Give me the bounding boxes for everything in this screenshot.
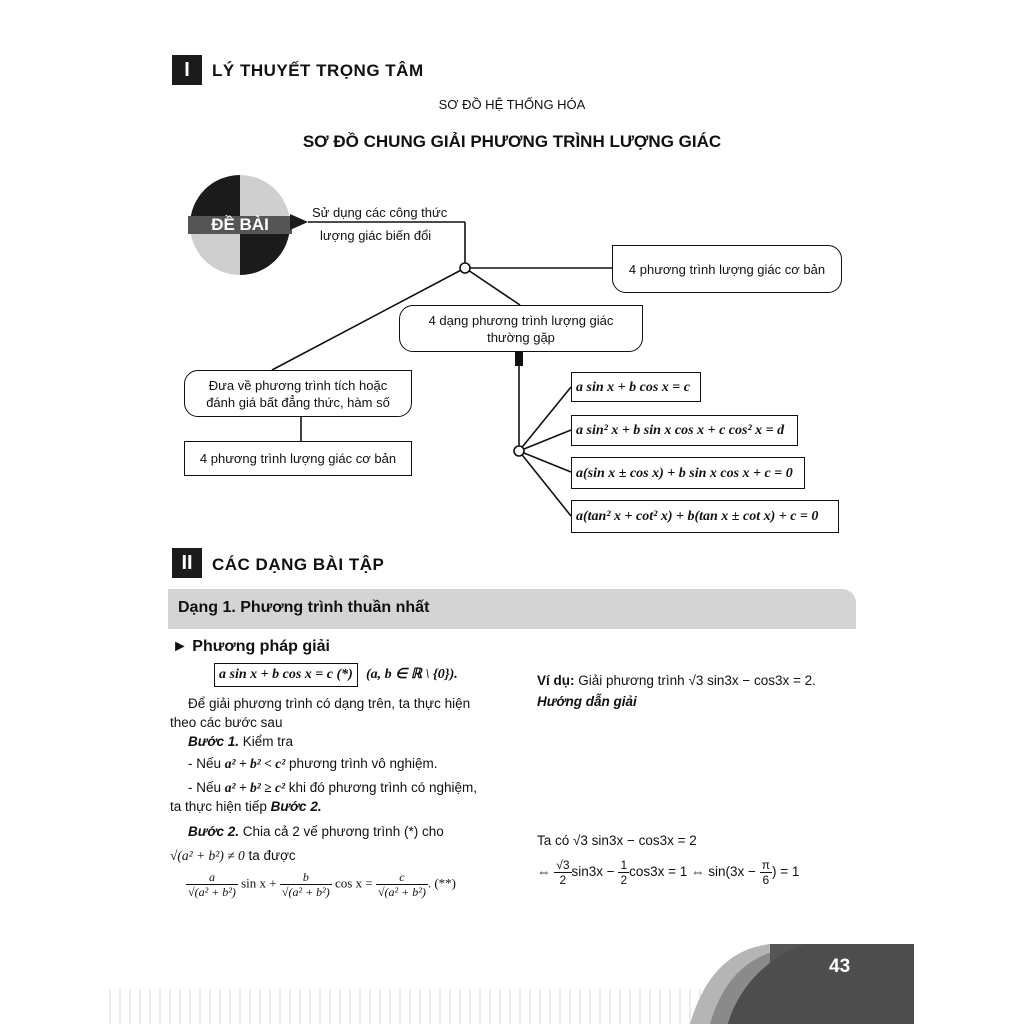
form-2: a sin² x + b sin x cos x + c cos² x = d — [576, 423, 785, 438]
case2-continue: ta thực hiện tiếp — [170, 799, 271, 814]
dang1-title: Dạng 1. Phương trình thuần nhất — [178, 599, 430, 616]
start-label: ĐỀ BÀI — [211, 215, 269, 234]
reduce-line1: Đưa về phương trình tích hoặc — [208, 377, 388, 393]
case1-text: phương trình vô nghiệm. — [285, 756, 438, 771]
step2-text: Chia cả 2 vế phương trình (*) cho — [238, 824, 444, 839]
step2-condition: √(a² + b²) ≠ 0 — [170, 848, 245, 863]
diagram-subtitle: SƠ ĐỒ HỆ THỐNG HÓA — [438, 97, 586, 112]
guide-label: Hướng dẫn giải — [537, 694, 637, 709]
solution-mid2: cos3x = 1 ⇔ sin(3x − — [629, 864, 760, 880]
basic-equations-label: 4 phương trình lượng giác cơ bản — [628, 261, 826, 277]
frac1-num: √3 — [556, 858, 570, 872]
common-forms-line1: 4 dạng phương trình lượng giác — [428, 312, 614, 328]
section-number-badge: I — [172, 55, 202, 85]
eq-frac-b-den: √(a² + b²) — [281, 885, 330, 899]
case2-step-ref: Bước 2. — [270, 799, 322, 814]
solution-end: ) = 1 — [771, 864, 800, 880]
frac1-den: 2 — [559, 873, 567, 887]
step2-label: Bước 2. — [188, 824, 239, 839]
diagram-title: SƠ ĐỒ CHUNG GIẢI PHƯƠNG TRÌNH LƯỢNG GIÁC — [302, 132, 722, 151]
step1-text: Kiểm tra — [238, 734, 293, 749]
method-formula: a sin x + b cos x = c (*) — [219, 667, 353, 682]
basic-equations-label: 4 phương trình lượng giác cơ bản — [199, 451, 397, 466]
method-domain: (a, b ∈ ℝ \ {0}). — [366, 667, 458, 682]
eq-frac-c-num: c — [376, 870, 428, 885]
eq-frac-c-den: √(a² + b²) — [377, 885, 426, 899]
intro-line2: theo các bước sau — [170, 715, 283, 730]
eq-tag: . (**) — [427, 875, 456, 891]
eq-frac-a-den: √(a² + b²) — [188, 885, 236, 899]
method-heading: ► Phương pháp giải — [172, 638, 330, 655]
intro-line1: Để giải phương trình có dạng trên, ta thực hiện — [188, 696, 471, 711]
step1-line2: lượng giác biến đổi — [320, 228, 432, 243]
form-1: a sin x + b cos x = c — [576, 379, 690, 395]
form-4: a(tan² x + cot² x) + b(tan x ± cot x) + c = 0 — [576, 509, 819, 524]
eq-cos-term: cos x = — [331, 875, 376, 891]
section-title: LÝ THUYẾT TRỌNG TÂM — [212, 61, 424, 80]
eq-sin-term: sin x + — [237, 875, 280, 891]
example-text: Giải phương trình √3 sin3x − cos3x = 2. — [574, 673, 816, 688]
case1-math: a² + b² < c² — [224, 756, 286, 771]
case2-prefix: - Nếu — [188, 780, 225, 795]
case1-prefix: - Nếu — [188, 756, 225, 771]
form-3: a(sin x ± cos x) + b sin x cos x + c = 0 — [576, 465, 793, 481]
step1-label: Bước 1. — [188, 734, 239, 749]
common-forms-line2: thường gặp — [487, 329, 555, 345]
step1-line1: Sử dụng các công thức — [312, 205, 448, 220]
section-title: CÁC DẠNG BÀI TẬP — [212, 555, 385, 574]
eq-frac-b-num: b — [280, 870, 332, 885]
solution-mid1: sin3x − — [571, 864, 619, 880]
solution-line1: Ta có √3 sin3x − cos3x = 2 — [537, 833, 697, 848]
case2-math: a² + b² ≥ c² — [224, 780, 286, 795]
section-number-badge: II — [172, 548, 202, 578]
case2-text: khi đó phương trình có nghiệm, — [285, 780, 478, 795]
frac3-num: π — [761, 858, 770, 872]
example-label: Ví dụ: — [537, 673, 575, 688]
page-number: 43 — [829, 956, 851, 977]
step2-result-text: ta được — [244, 848, 296, 863]
frac3-den: 6 — [762, 873, 770, 887]
eq-frac-a-num: a — [186, 870, 238, 885]
reduce-line2: đánh giá bất đẳng thức, hàm số — [206, 394, 390, 410]
frac2-num: 1 — [620, 858, 628, 872]
frac2-den: 2 — [620, 873, 628, 887]
equiv-sign: ⇔ — [537, 864, 555, 880]
